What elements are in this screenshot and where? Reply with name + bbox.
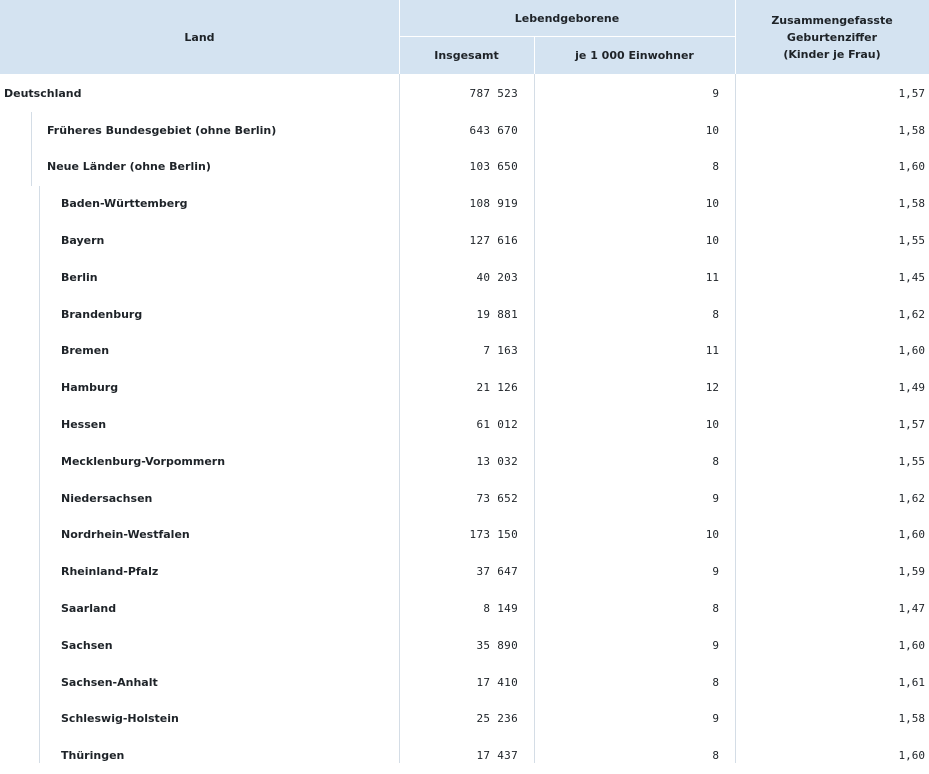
table-row — [0, 553, 929, 590]
land-cell: Sachsen-Anhalt — [61, 675, 158, 689]
je-einwohner-cell: 10 — [705, 123, 719, 137]
table-row — [0, 517, 929, 554]
table-row — [0, 406, 929, 443]
geburtenziffer-cell: 1,62 — [898, 491, 925, 505]
table-row — [0, 737, 929, 774]
land-cell: Nordrhein-Westfalen — [61, 528, 190, 542]
insgesamt-cell: 643 670 — [469, 123, 518, 137]
geburtenziffer-cell: 1,55 — [898, 234, 925, 248]
table-row — [0, 149, 929, 186]
geburtenziffer-cell: 1,60 — [898, 749, 925, 763]
insgesamt-cell: 35 890 — [476, 638, 518, 652]
land-cell: Schleswig-Holstein — [61, 712, 179, 726]
land-cell: Berlin — [61, 270, 98, 284]
insgesamt-cell: 61 012 — [476, 418, 518, 432]
geburtenziffer-cell: 1,60 — [898, 638, 925, 652]
table-row — [0, 369, 929, 406]
je-einwohner-cell: 8 — [712, 675, 719, 689]
land-cell: Sachsen — [61, 638, 113, 652]
land-cell: Bremen — [61, 344, 110, 358]
header-divider — [534, 37, 535, 74]
table-row — [0, 75, 929, 112]
geburtenziffer-cell: 1,49 — [898, 381, 925, 395]
insgesamt-cell: 37 647 — [476, 565, 518, 579]
table-row — [0, 259, 929, 296]
je-einwohner-cell: 10 — [705, 418, 719, 432]
je-einwohner-cell: 10 — [705, 197, 719, 211]
table-row — [0, 664, 929, 701]
land-cell: Bayern — [61, 234, 105, 248]
je-einwohner-cell: 8 — [712, 307, 719, 321]
insgesamt-cell: 17 410 — [476, 675, 518, 689]
table-header — [0, 0, 929, 74]
table-row — [0, 627, 929, 664]
table-row — [0, 333, 929, 370]
insgesamt-cell: 17 437 — [476, 749, 518, 763]
insgesamt-cell: 13 032 — [476, 454, 518, 468]
je-einwohner-cell: 8 — [712, 602, 719, 616]
insgesamt-cell: 19 881 — [476, 307, 518, 321]
table-row — [0, 296, 929, 333]
insgesamt-cell: 25 236 — [476, 712, 518, 726]
geburtenziffer-cell: 1,47 — [898, 602, 925, 616]
land-cell: Saarland — [61, 602, 117, 616]
geburtenziffer-cell: 1,61 — [898, 675, 925, 689]
table-row — [0, 480, 929, 517]
table-body — [0, 75, 929, 774]
insgesamt-cell: 7 163 — [483, 344, 518, 358]
header-insgesamt: Insgesamt — [434, 49, 499, 62]
je-einwohner-cell: 8 — [712, 160, 719, 174]
land-cell: Brandenburg — [61, 307, 143, 321]
land-cell: Früheres Bundesgebiet (ohne Berlin) — [47, 123, 277, 137]
land-cell: Neue Länder (ohne Berlin) — [47, 160, 211, 174]
header-land: Land — [184, 30, 215, 44]
geburtenziffer-cell: 1,57 — [898, 418, 925, 432]
header-divider — [399, 36, 735, 37]
geburtenziffer-cell: 1,60 — [898, 160, 925, 174]
insgesamt-cell: 173 150 — [469, 528, 518, 542]
insgesamt-cell: 8 149 — [483, 602, 518, 616]
table-row — [0, 222, 929, 259]
geburtenziffer-cell: 1,57 — [898, 86, 925, 100]
je-einwohner-cell: 9 — [712, 86, 719, 100]
land-cell: Thüringen — [61, 749, 125, 763]
header-divider — [399, 0, 400, 74]
geburtenziffer-cell: 1,58 — [898, 197, 925, 211]
insgesamt-cell: 40 203 — [476, 270, 518, 284]
insgesamt-cell: 21 126 — [476, 381, 518, 395]
geburtenziffer-cell: 1,45 — [898, 270, 925, 284]
geburtenziffer-cell: 1,58 — [898, 712, 925, 726]
table-row — [0, 185, 929, 222]
insgesamt-cell: 73 652 — [476, 491, 518, 505]
geburtenziffer-cell: 1,62 — [898, 307, 925, 321]
land-cell: Hamburg — [61, 381, 119, 395]
geburtenziffer-cell: 1,58 — [898, 123, 925, 137]
land-cell: Mecklenburg-Vorpommern — [61, 454, 226, 468]
insgesamt-cell: 127 616 — [469, 234, 518, 248]
table-row — [0, 701, 929, 738]
header-geburtenziffer: Zusammengefasste Geburtenziffer (Kinder je Frau) — [771, 13, 893, 61]
land-cell: Hessen — [61, 418, 107, 432]
header-divider — [735, 0, 736, 74]
je-einwohner-cell: 10 — [705, 234, 719, 248]
geburtenziffer-cell: 1,59 — [898, 565, 925, 579]
je-einwohner-cell: 9 — [712, 712, 719, 726]
je-einwohner-cell: 9 — [712, 491, 719, 505]
land-cell: Niedersachsen — [61, 491, 153, 505]
land-cell: Deutschland — [4, 86, 82, 100]
geburtenziffer-cell: 1,55 — [898, 454, 925, 468]
insgesamt-cell: 108 919 — [469, 197, 518, 211]
je-einwohner-cell: 8 — [712, 749, 719, 763]
je-einwohner-cell: 12 — [705, 381, 719, 395]
insgesamt-cell: 787 523 — [469, 86, 518, 100]
je-einwohner-cell: 11 — [705, 344, 719, 358]
insgesamt-cell: 103 650 — [469, 160, 518, 174]
je-einwohner-cell: 9 — [712, 565, 719, 579]
je-einwohner-cell: 10 — [705, 528, 719, 542]
table-row — [0, 112, 929, 149]
header-lebendgeborene: Lebendgeborene — [514, 11, 620, 25]
header-je-einwohner: je 1 000 Einwohner — [575, 49, 694, 62]
je-einwohner-cell: 11 — [705, 270, 719, 284]
table-row — [0, 443, 929, 480]
je-einwohner-cell: 8 — [712, 454, 719, 468]
geburtenziffer-cell: 1,60 — [898, 528, 925, 542]
geburtenziffer-cell: 1,60 — [898, 344, 925, 358]
table-row — [0, 590, 929, 627]
land-cell: Baden-Württemberg — [61, 197, 188, 211]
land-cell: Rheinland-Pfalz — [61, 565, 159, 579]
je-einwohner-cell: 9 — [712, 638, 719, 652]
